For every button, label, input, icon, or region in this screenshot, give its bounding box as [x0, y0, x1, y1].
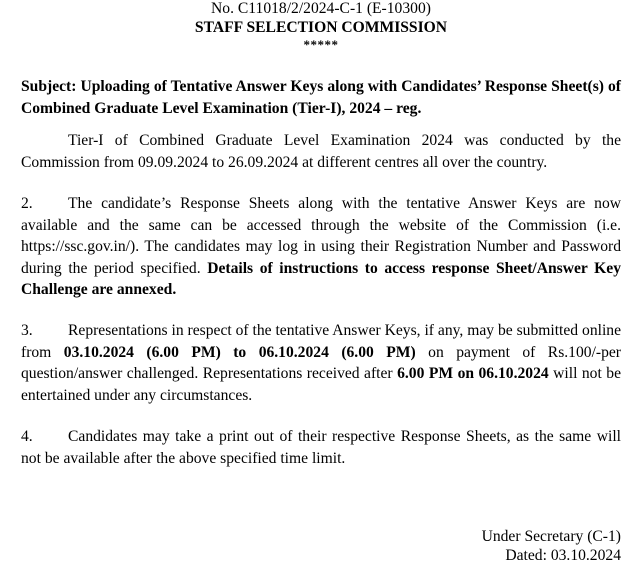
- paragraph-3-text-1: Representations in respect of the tentative Answer Keys, if any, may be submitted online from: [21, 322, 621, 361]
- paragraph-4: [21, 426, 621, 469]
- separator-stars: *****: [303, 37, 339, 52]
- paragraph-2-number: 2.: [21, 195, 33, 212]
- paragraph-3: [21, 320, 621, 406]
- paragraph-3-bold-1: 03.10.2024 (6.00 PM) to 06.10.2024 (6.00 PM): [63, 343, 416, 361]
- paragraph-1: [21, 130, 621, 173]
- paragraph-2-bold: Details of instructions to access response Sheet/Answer Key Challenge are annexed.: [21, 259, 621, 298]
- paragraph-4-text: Candidates may take a print out of their respective Response Sheets, as the same will not be available after the above specified time limit.: [21, 428, 621, 467]
- paragraph-2: [21, 193, 621, 301]
- paragraph-2-text: The candidate’s Response Sheets along with the tentative Answer Keys are now available and the same can be accessed through the website of the Commission (i.e. https://ssc.gov.in/). The candidates may log in using their Registration Number and Password during the period specified.: [21, 195, 621, 277]
- paragraph-4-number: 4.: [21, 428, 33, 445]
- paragraph-1-text: Tier-I of Combined Graduate Level Examination 2024 was conducted by the Commission from 09.09.2024 to 26.09.2024 at different centres all over the country.: [21, 132, 621, 171]
- organization-title: STAFF SELECTION COMMISSION: [194, 19, 448, 36]
- paragraph-3-text-3: will not be entertained under any circumstances.: [21, 365, 621, 404]
- subject-line: Subject: Uploading of Tentative Answer Keys along with Candidates’ Response Sheet(s) of Combined Graduate Level Examination (Tier-I), 2024 – reg.: [21, 78, 621, 117]
- signatory-date: Dated: 03.10.2024: [505, 547, 621, 564]
- paragraph-3-number: 3.: [21, 322, 33, 339]
- paragraph-3-text-2: on payment of Rs.100/-per question/answer challenged. Representations received after: [21, 343, 622, 382]
- signatory-designation: Under Secretary (C-1): [481, 528, 621, 545]
- paragraph-3-bold-2: 6.00 PM on 06.10.2024: [397, 365, 549, 382]
- reference-number: No. C11018/2/2024-C-1 (E-10300): [211, 0, 431, 17]
